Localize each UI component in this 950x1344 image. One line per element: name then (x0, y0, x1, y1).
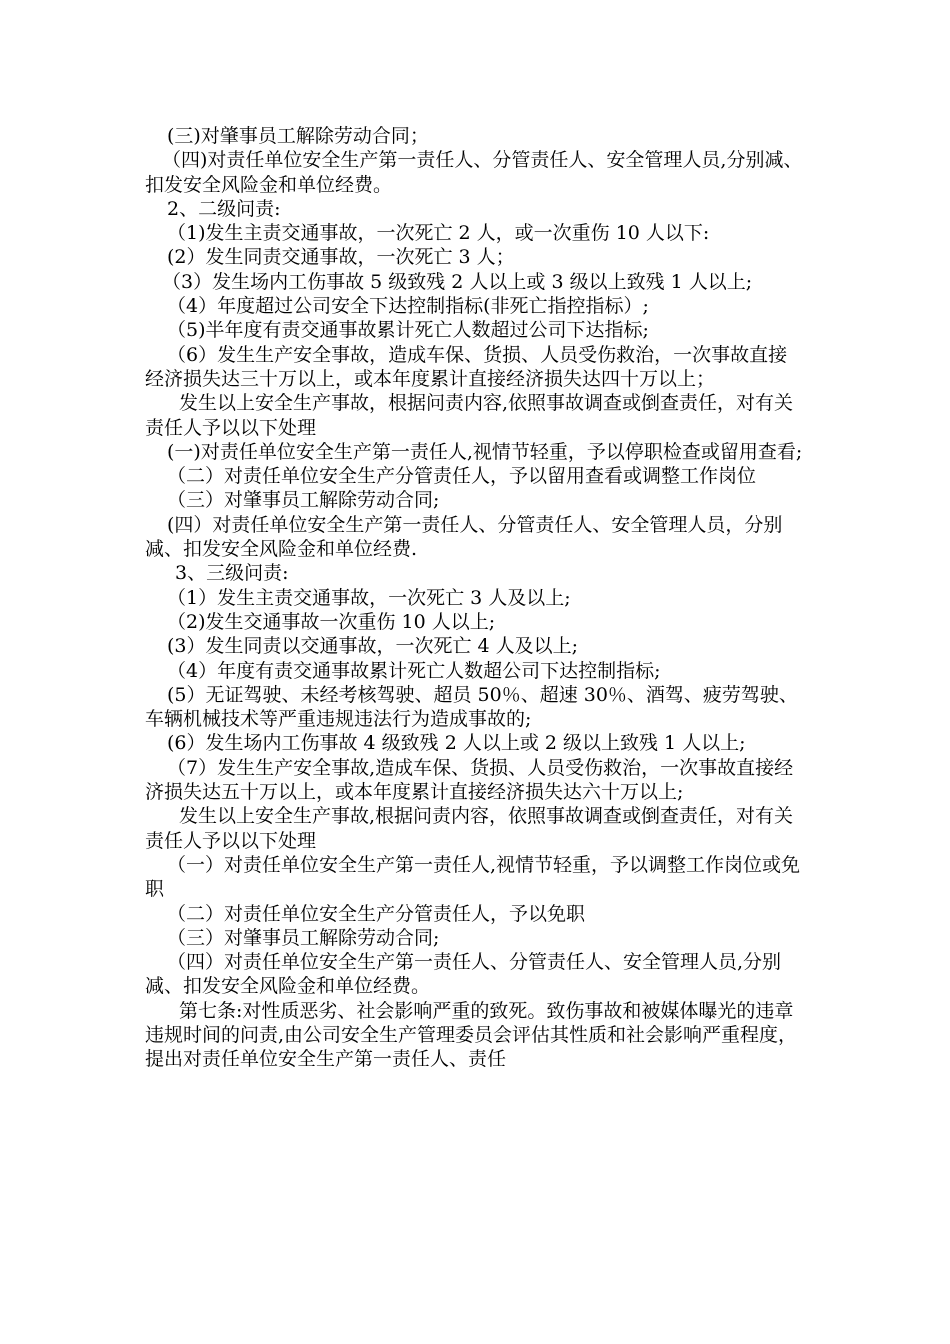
document-body (145, 124, 805, 1072)
paragraph: (5）无证驾驶、未经考核驾驶、超员 50％、超速 30％、酒驾、疲劳驾驶、车辆机械技术等严重违规违法行为造成事故的; (145, 683, 798, 731)
paragraph: （7）发生生产安全事故,造成车保、货损、人员受伤救治，一次事故直接经济损失达五十万以上，或本年度累计直接经济损失达六十万以上; (145, 756, 794, 804)
section-heading: 2、二级问责: (167, 197, 281, 220)
paragraph: （3）发生场内工伤事故 5 级致残 2 人以上或 3 级以上致残 1 人以上; (162, 270, 753, 293)
paragraph: （一）对责任单位安全生产第一责任人,视情节轻重，予以调整工作岗位或免职 (145, 853, 801, 901)
paragraph: (6）发生场内工伤事故 4 级致残 2 人以上或 2 级以上致残 1 人以上; (167, 732, 746, 755)
paragraph: 发生以上安全生产事故,根据问责内容，依照事故调查或倒查责任，对有关责任人予以以下处理 (145, 805, 794, 852)
paragraph: （1)发生主责交通事故，一次死亡 2 人，或一次重伤 10 人以下: (167, 222, 710, 245)
paragraph: （4）年度有责交通事故累计死亡人数超公司下达控制指标; (167, 659, 661, 682)
paragraph: （1）发生主责交通事故，一次死亡 3 人及以上; (167, 586, 571, 609)
paragraph: （三）对肇事员工解除劳动合同; (167, 926, 440, 949)
section-heading: 3、三级问责: (175, 562, 289, 585)
paragraph: （四)对责任单位安全生产第一责任人、分管责任人、安全管理人员,分别减、扣发安全风险金和单位经费。 (145, 149, 803, 196)
paragraph: （6）发生生产安全事故，造成车保、货损、人员受伤救治，一次事故直接经济损失达三十万以上，或本年度累计直接经济损失达四十万以上； (145, 343, 788, 390)
paragraph: （5)半年度有责交通事故累计死亡人数超过公司下达指标; (167, 319, 649, 342)
paragraph: (2）发生同责交通事故，一次死亡 3 人； (167, 246, 515, 269)
paragraph: (一)对责任单位安全生产第一责任人,视情节轻重，予以停职检查或留用查看; (167, 440, 803, 463)
paragraph: (四）对责任单位安全生产第一责任人、分管责任人、安全管理人员，分别减、扣发安全风险金和单位经费. (145, 513, 783, 561)
paragraph: （二）对责任单位安全生产分管责任人，予以免职 (167, 902, 586, 925)
paragraph: (3）发生同责以交通事故，一次死亡 4 人及以上; (167, 635, 579, 658)
paragraph: (三)对肇事员工解除劳动合同； (167, 125, 429, 147)
paragraph: （四）对责任单位安全生产第一责任人、分管责任人、安全管理人员,分别减、扣发安全风险金和单位经费。 (145, 951, 782, 998)
paragraph: 发生以上安全生产事故，根据问责内容,依照事故调查或倒查责任，对有关责任人予以以下处理 (145, 392, 794, 439)
paragraph: （三）对肇事员工解除劳动合同; (167, 489, 440, 512)
article-paragraph: 第七条:对性质恶劣、社会影响严重的致死。致伤事故和被媒体曝光的违章违规时间的问责,由公司安全生产管理委员会评估其性质和社会影响严重程度，提出对责任单位安全生产第一责任人、责任 (145, 999, 798, 1071)
paragraph: （2)发生交通事故一次重伤 10 人以上; (167, 610, 496, 633)
paragraph: （二）对责任单位安全生产分管责任人，予以留用查看或调整工作岗位 (167, 465, 757, 488)
paragraph: （4）年度超过公司安全下达控制指标(非死亡指控指标）; (167, 295, 649, 318)
